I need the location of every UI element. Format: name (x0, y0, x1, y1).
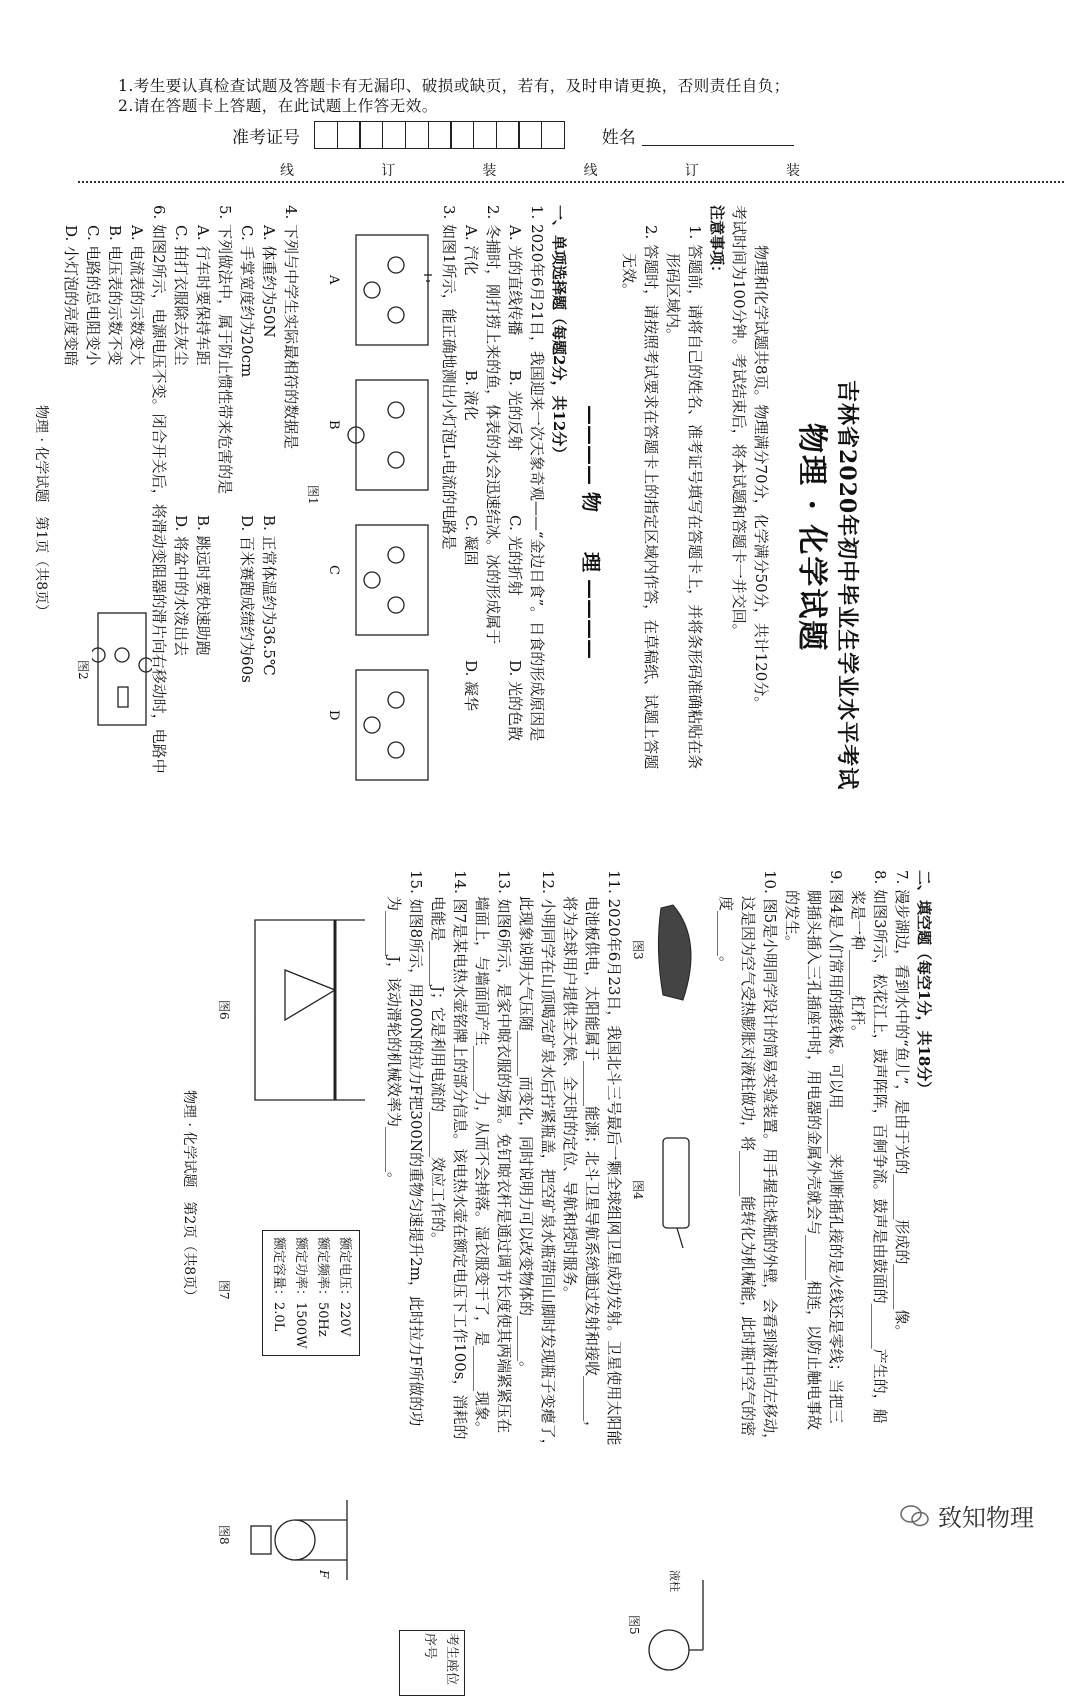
question-7: 7. 漫步湖边，看到水中的“鱼儿”，是由于光的______形成的______像。 (893, 870, 911, 1340)
q5-option-c: C. 拍打衣服除去灰尘 (172, 225, 190, 366)
pulley-icon (275, 1520, 315, 1560)
question-11: 11. 2020年6月23日，我国北斗三号最后一颗全球组网卫星成功发射。卫星使用太阳能 (605, 870, 623, 1446)
binding-char: 线 (583, 163, 598, 179)
section-physics (580, 405, 602, 659)
q6-option-c: C. 电路的总电阻变小 (84, 225, 102, 366)
circuit-d (356, 670, 428, 780)
q1-option-b: B. 光的反射 (506, 370, 524, 451)
nameplate-line: 额定功率：1500W (293, 1237, 308, 1349)
figure-2-circuit (92, 605, 152, 735)
q6-option-d: D. 小灯泡的亮度变暗 (62, 225, 80, 367)
q2-option-a: A. 汽化 (462, 225, 480, 276)
figure-1-caption: 图1 (306, 485, 320, 505)
question-14: 14. 图7是某电热水壶铭牌上的部分信息。该电热水壶在额定电压下工作100s，消耗的 (451, 870, 469, 1440)
figure-7-caption: 图7 (217, 1280, 231, 1300)
circuit-label-a: A (326, 275, 341, 285)
q4-option-a: A. 体重约为50N (260, 225, 278, 338)
question-9-cont: 脚插头插入三孔插座中时，用电器的金属外壳就会与______相连，以防止触电事故 (805, 890, 823, 1431)
rheostat-icon (118, 687, 128, 707)
question-10-cont: 度______。 (717, 896, 735, 972)
q2-option-c: C. 凝固 (462, 515, 480, 566)
binding-char: 订 (684, 163, 699, 179)
q1-option-c: C. 光的折射 (506, 515, 524, 596)
circuit-c (356, 525, 428, 635)
lamp-icon (388, 597, 404, 613)
exam-page-2 (65, 870, 935, 1686)
figure-3-caption: 图3 (631, 940, 645, 960)
nameplate-line: 额定电压：220V (337, 1237, 352, 1337)
question-13: 13. 如图6所示，是家中晾衣服的场景。免钉晾衣杆是通过调节长度使其两端紧紧压在 (495, 870, 513, 1434)
question-10-cont: 这是因为空气受热膨胀对液柱做功，将______能转化为机械能，此时瓶中空气的密 (739, 896, 757, 1437)
page-1-footer: 物理 · 化学试题 第1页（共8页） (33, 405, 49, 619)
wall-icon (255, 920, 365, 1100)
lamp-icon (388, 742, 404, 758)
exam-notice (118, 76, 790, 116)
q2-option-b: B. 液化 (462, 370, 480, 421)
figure-6-drying-rack (245, 910, 375, 1110)
note-line: 无效。 (620, 253, 638, 299)
question-15: 15. 如图8所示，用200N的拉力F把300N的重物匀速提升2m，此时拉力F所做的功 (407, 870, 425, 1427)
notes-title: 注意事项： (708, 205, 726, 281)
watermark (900, 1498, 1034, 1533)
binding-char: 装 (785, 163, 800, 179)
id-box[interactable] (382, 121, 406, 149)
question-9: 9. 图4是人们常用的插线板。可以用______来判断插孔接的是火线还是零线；当把三 (827, 870, 845, 1424)
question-9-cont: 的发生。 (783, 890, 801, 951)
circuit-a (356, 235, 428, 345)
note-line: 2. 答题时，请按照考试要求在答题卡上的指定区域内作答，在草稿纸、试题上答题 (642, 225, 660, 770)
question-5: 5. 下列做法中，属于防止惯性带来危害的是 (216, 205, 234, 495)
q2-option-d: D. 凝华 (462, 660, 480, 712)
figure-6-caption: 图6 (217, 1000, 231, 1020)
exam-page-1 (33, 205, 860, 825)
circuit-label-c: C (326, 565, 341, 575)
id-box[interactable] (473, 121, 497, 149)
nameplate (262, 1230, 360, 1356)
id-box[interactable] (337, 121, 361, 149)
figure-8-pulley (245, 1490, 355, 1590)
ammeter-icon (364, 572, 380, 588)
lamp-icon (388, 257, 404, 273)
lamp-icon (115, 648, 129, 662)
question-10: 10. 图5是小明同学设计的简易实验装置。用手握住烧瓶的外壁，会看到液柱向左移动， (761, 870, 779, 1449)
id-box[interactable] (405, 121, 429, 149)
id-box[interactable] (314, 121, 338, 149)
id-boxes[interactable] (314, 121, 564, 149)
section-1-heading: 一、单项选择题（每题2分，共12分） (550, 205, 568, 462)
q5-option-a: A. 行车时要保持车距 (194, 225, 212, 366)
wechat-icon (900, 1504, 930, 1528)
lamp-icon (388, 547, 404, 563)
ammeter-icon (364, 282, 380, 298)
exam-subtitle: 物理 · 化学试题 (794, 423, 829, 653)
question-15-cont: 为______J，该动滑轮的机械效率为______。 (385, 896, 403, 1188)
figure-2-caption: 图2 (76, 660, 90, 680)
figure-1-circuits (340, 225, 436, 805)
question-4: 4. 下列与中学生实际最相符的数据是 (282, 205, 300, 450)
flask-icon (649, 1630, 689, 1670)
lamp-icon (388, 307, 404, 323)
q1-option-d: D. 光的色散 (506, 660, 524, 742)
q4-option-b: B. 正常体温约为36.5℃ (260, 515, 278, 676)
binding-marks (280, 160, 800, 180)
name-field[interactable] (642, 125, 794, 146)
clothes-icon (285, 970, 335, 1020)
section-2-heading: 二、填空题（每空1分，共18分） (915, 870, 933, 1097)
seat-number-label: 考生座位序号 (422, 1633, 459, 1686)
question-2: 2. 冬捕时，刚打捞上来的鱼，体表的水会迅速结冰。冰的形成属于 (484, 205, 502, 645)
binding-char: 装 (482, 163, 497, 179)
q6-option-b: B. 电压表的示数不变 (106, 225, 124, 366)
question-13-cont: 墙面上，与墙面间产生______力，从而不会掉落。湿衣服变干了，是______现象。 (473, 896, 491, 1437)
nameplate-line: 额定频率：50Hz (315, 1237, 330, 1337)
weight-icon (251, 1526, 271, 1554)
notice-line-2: 2.请在答题卡上答题，在此试题上作答无效。 (118, 97, 438, 115)
circuit-b (356, 380, 428, 490)
figure-3-boat-race (653, 900, 713, 1010)
circuit-label-b: B (326, 420, 341, 430)
figure-5-caption: 图5 (627, 1615, 641, 1635)
q5-option-b: B. 跳远时要快速助跑 (194, 515, 212, 656)
q4-option-c: C. 手掌宽度约为20cm (238, 225, 256, 378)
question-14-cont: 电能是______J；它是利用电流的______效应工作的。 (429, 896, 447, 1248)
figure-4-caption: 图4 (631, 1180, 645, 1200)
question-1: 1. 2020年6月21日，我国迎来一次天象奇观——“金边日食”。日食的形成原因是 (528, 205, 546, 742)
id-box[interactable] (450, 121, 474, 149)
id-box[interactable] (428, 121, 452, 149)
power-strip-icon (663, 1138, 689, 1228)
intro-line: 考试时间为100分钟。考试结束后，将本试题和答题卡一并交回。 (730, 205, 748, 639)
binding-dotted-line (78, 181, 1064, 183)
circuit-label-d: D (326, 710, 341, 721)
question-11-cont: 将为全球用户提供全天候、全天时的定位、导航和授时服务。 (561, 896, 579, 1302)
section-rule: ———— (579, 578, 603, 659)
q4-option-d: D. 百米赛跑成绩约为60s (238, 515, 256, 683)
q5-option-d: D. 将盆中的水泼出去 (172, 515, 190, 657)
page-2-footer: 物理 · 化学试题 第2页（共8页） (181, 1090, 197, 1304)
question-8: 8. 如图3所示，松花江上，鼓声阵阵，百舸争流。鼓声是由鼓面的______产生的，船 (871, 870, 889, 1424)
lamp-icon (388, 452, 404, 468)
question-6: 6. 如图2所示，电源电压不变。闭合开关后，将滑动变阻器的滑片向右移动时，电路中 (150, 205, 168, 774)
exam-title: 吉林省2020年初中毕业生学业水平考试 (834, 380, 860, 791)
question-12-cont: 此现象说明大气压随______而变化，同时说明力可以改变物体的______。 (517, 896, 535, 1377)
section-rule: ———— (579, 405, 603, 485)
notice-line-1: 1.考生要认真检查试题及答题卡有无漏印、破损或缺页，若有，及时申请更换，否则责任自负； (118, 77, 790, 95)
id-label: 准考证号 (232, 127, 300, 148)
question-3: 3. 如图1所示，能正确地测出小灯泡L₁电流的电路是 (440, 205, 458, 550)
question-8-cont: 桨是一种______杠杆。 (849, 890, 867, 1041)
binding-char: 线 (280, 163, 294, 179)
ammeter-icon (364, 717, 380, 733)
nameplate-line: 额定容量：2.0L (271, 1237, 286, 1332)
watermark-text: 致知物理 (938, 1504, 1034, 1532)
candidate-id-row (232, 120, 794, 150)
lamp-icon (388, 692, 404, 708)
q6-option-a: A. 电流表的示数变大 (128, 225, 146, 366)
section-physics-title: 物 理 (579, 491, 603, 572)
figure-4-power-strip (647, 1130, 707, 1250)
lamp-icon (388, 402, 404, 418)
name-label: 姓名 (601, 127, 636, 148)
seat-number-box[interactable] (399, 1630, 465, 1696)
intro-line: 物理和化学试题共8页。物理满分70分，化学满分50分，共计120分。 (752, 245, 770, 712)
question-11-cont: 电池板供电，太阳能属于______能源；北斗卫星导航系统通过发射和接收______， (583, 896, 601, 1437)
id-box[interactable] (359, 121, 383, 149)
question-12: 12. 小明同学在山顶喝完矿泉水后拧紧瓶盖，把空矿泉水瓶带回山脚时发现瓶子变瘪了， (539, 870, 557, 1454)
id-box[interactable] (496, 121, 520, 149)
binding-char: 订 (381, 163, 396, 179)
force-label: F (317, 1570, 331, 1579)
dragon-boat-icon (658, 905, 691, 1000)
q1-option-a: A. 光的直线传播 (506, 225, 524, 336)
note-line: 形码区域内。 (664, 253, 682, 344)
liquid-column-label: 液柱 (668, 1570, 681, 1592)
note-line: 1. 答题前，请将自己的姓名、准考证号填写在答题卡上，并将条形码准确粘贴在条 (686, 225, 704, 770)
figure-8-caption: 图8 (217, 1525, 231, 1545)
id-box[interactable] (518, 121, 542, 149)
id-box[interactable] (541, 121, 565, 149)
